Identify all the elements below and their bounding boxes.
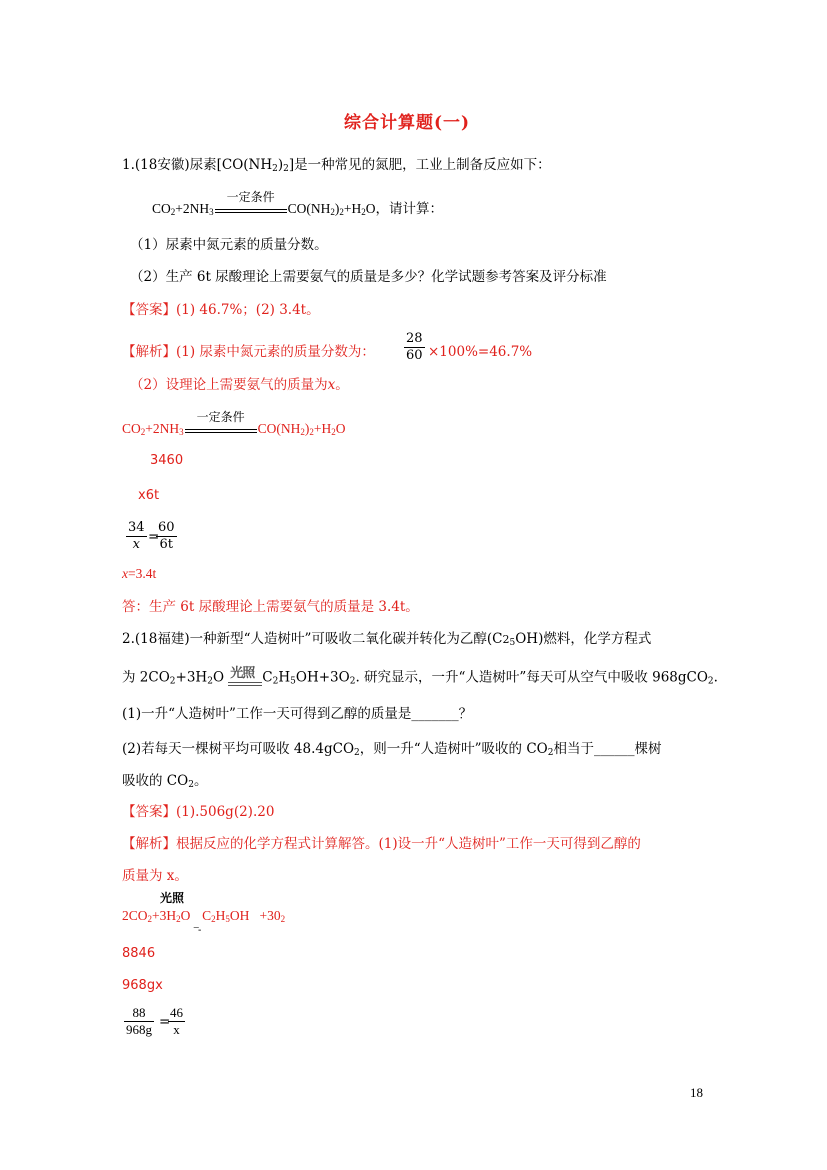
q1-frac-numerator: 28 [406,331,423,346]
q1-stem-pre: 1.(18安徽)尿素[CO(NH [122,157,273,173]
q1-analysis1-tail: ×100%=46.7% [428,344,533,360]
q1-var-x: x [327,377,336,393]
q1-result-value: =3.4t [128,566,157,581]
q1-analysis2 [130,376,349,394]
q2-part2-line1-text: (2)若每天一棵树平均可吸收 48.4gCO [122,741,355,757]
q2-stem-line2-post: C [262,669,273,686]
q2-stem-line1-text: 2.(18福建)一种新型“人造树叶”可吸收二氧化碳并转化为乙醇(C [122,631,503,647]
q2-part2-line2-text: 吸收的 CO [122,773,189,789]
q2-analysis-line1-text: 根据反应的化学方程式计算解答。(1)设一升“人造树叶”工作一天可得到乙醇的 [176,836,641,852]
page-title: 综合计算题(一) [344,113,471,133]
q1-analysis1-text: (1) 尿素中氮元素的质量分数为： [176,344,375,360]
q1-condition-text: 一定条件 [226,190,275,204]
q1-result-x: x [122,566,128,581]
q2-stem-line2-pre: 为 2CO [122,669,170,686]
page-number: 18 [690,1085,703,1100]
q1-masses: 3460 [150,453,184,468]
q1-ratio-equals: = [148,529,160,545]
q2-part2-line2-tail: 。 [193,773,208,789]
q1-fraction [404,331,425,364]
q2-eq2-right: +30 [259,908,281,923]
q1-ratio-left-n: 34 [128,520,145,535]
q1-answer-text: (1) 46.7%；(2) 3.4t。 [176,302,320,318]
q1-ratio-right-n: 60 [158,520,175,535]
q2-stem-line1: 2.(18福建)一种新型“人造树叶”可吸收二氧化碳并转化为乙醇$(C2_5OH)$燃料，化学方程式 [122,631,652,648]
q1-conclusion: 答：生产 6t 尿酸理论上需要氨气的质量是 3.4t。 [122,599,419,615]
q2-stem-line2: 为 $2CO_2+3H_2O$ 光照 $C_2H_5OH+3O_2$. 研究显示，一升“人造树叶”每天可从空气中吸收 968gCO$_2$. [122,666,718,687]
q1-answer [122,301,320,319]
q1-frac-denominator: 60 [406,348,423,363]
q1-analysis-line1 [122,343,375,361]
q2-answer-label: 【答案】 [122,804,176,820]
q2-ratio-left-d: 968g [126,1022,152,1037]
q2-analysis-line2: 质量为 x。 [122,868,188,884]
q1-answer-label: 【答案】 [122,302,176,318]
q2-eq-dash: - [198,925,202,936]
q1-stem-sub2: 2 [283,164,289,174]
q2-stem-line2-tail: . 研究显示，一升“人造树叶”每天可从空气中吸收 968gCO [355,669,708,686]
q1-unknowns: x6t [138,488,160,503]
q2-stem-line1-tail: OH)燃料，化学方程式 [515,631,652,647]
q2-masses: 8846 [122,946,156,961]
q1-stem-end: ]是一种常见的氮肥，工业上制备反应如下： [288,157,551,173]
q1-stem-post: ) [277,157,284,173]
q2-part2-line1-mid: ，则一升“人造树叶”吸收的 CO [359,741,548,757]
q2-eq2-left: 2CO [122,908,148,923]
q1-condition-arrow-2 [185,410,257,438]
q2-analysis-label: 【解析】 [122,836,176,852]
q2-equation-red: $2CO_2+3H_2O$ $_{\_}$ $C_2H_5OH +30_2$ [122,908,286,929]
q2-answer [122,803,274,821]
q2-part2-line2: 吸收的 $CO_2$。 [122,773,208,790]
q1-part2: （2）生产 6t 尿酸理论上需要氨气的质量是多少？化学试题参考答案及评分标准 [130,269,607,285]
q1-period: 。 [335,377,349,393]
q2-part2-line1-tail: 相当于______棵树 [553,741,662,757]
q1-ratio-left [126,520,147,553]
q2-light-label: 光照 [160,891,185,905]
q1-ratio-right [156,520,177,553]
q1-equation-red: $CO_2+2NH_3$ 一定条件 $CO(NH_2)_2+H_2O$ [122,410,346,437]
q1-ratio-left-d: x [126,536,147,553]
q2-ratio-right-n: 46 [170,1005,183,1020]
q2-light-text: 光照 [230,666,255,681]
q1-stem-sub: 2 [272,164,278,174]
q2-part2-line1: (2)若每天一棵树平均可吸收 48.4gCO$_2$，则一升“人造树叶”吸收的 $CO_2$相当于______棵树 [122,741,662,758]
q1-ratio-right-d: 6t [156,536,177,553]
q1-analysis-label: 【解析】 [122,344,176,360]
q2-unknowns: 968gx [122,978,163,993]
q2-light-condition [228,665,262,687]
q1-condition-arrow [215,190,287,218]
q2-ratio-equals: = [159,1014,171,1030]
q1-equation: $CO_2+2NH_3$ 一定条件 $CO(NH_2)_2+H_2O$，请计算： [152,190,444,217]
q2-answer-text: (1).506g(2).20 [176,804,275,820]
q2-ratio-right [168,1005,185,1038]
q2-ratio-right-d: x [168,1021,185,1038]
q1-eq-tail: ，请计算： [375,201,444,216]
q2-part1: (1)一升“人造树叶”工作一天可得到乙醇的质量是_______？ [122,706,473,722]
q1-analysis2-text: （2）设理论上需要氨气的质量为 [130,377,328,393]
q1-part1: （1）尿素中氮元素的质量分数。 [130,237,328,253]
q1-stem [122,156,551,174]
q1-result [122,565,156,583]
q1-condition-text-2: 一定条件 [196,410,245,424]
q2-ratio-left-n: 88 [132,1005,146,1020]
q2-analysis-line1 [122,835,641,853]
q2-ratio-left [124,1005,154,1038]
